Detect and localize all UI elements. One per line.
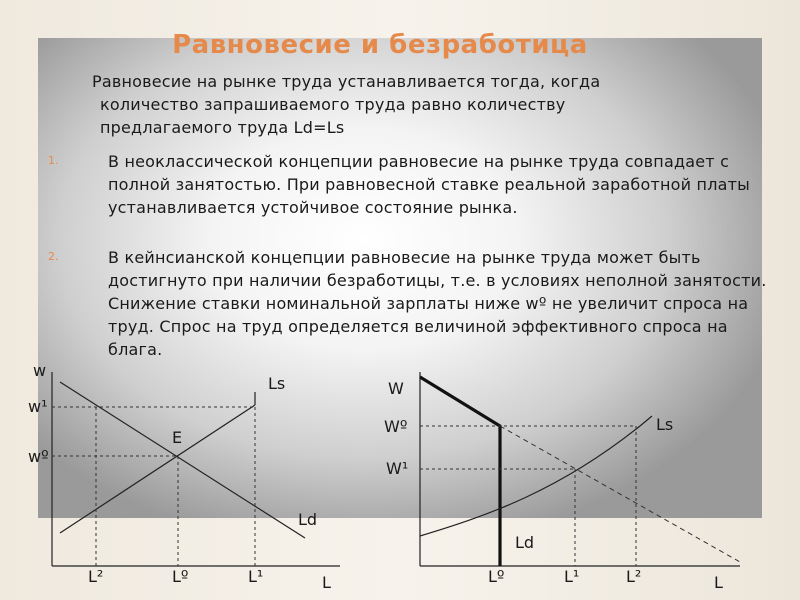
intro-line-3: предлагаемого труда Ld=Ls (100, 118, 345, 137)
left-L2-label: L² (88, 567, 104, 586)
slide-title: Равновесие и безработица (172, 30, 588, 60)
right-demand-label: Ld (515, 533, 535, 552)
list-item-neoclassical: В неоклассической концепции равновесие на рынке труда совпадает с полной занятостью. При равновесной ставке реальной заработной платы устанавливается устойчивое состояние рынка. (108, 152, 750, 217)
right-L2-label: L² (626, 567, 642, 586)
left-y-axis-label: w (33, 361, 47, 380)
right-W0-label: Wº (384, 417, 408, 436)
list-number-1: 1. (48, 154, 59, 167)
list-item-keynesian: В кейнсианской концепции равновесие на рынке труда может быть достигнуто при наличии безработицы, т.е. в условиях неполной занятости. Снижение ставки номинальной зарплаты ниже wº не увеличит спроса на труд. Спрос на труд определяется величиной эффективного спроса на блага. (108, 248, 767, 359)
right-W1-label: W¹ (386, 459, 409, 478)
left-w0-label: wº (28, 447, 49, 466)
left-demand-label: Ld (298, 510, 318, 529)
left-x-axis-label: L (322, 573, 331, 592)
right-x-axis-label: L (714, 573, 723, 592)
right-supply-curve (420, 416, 652, 536)
right-supply-label: Ls (656, 415, 674, 434)
left-w1-label: w¹ (28, 397, 48, 416)
intro-line-2: количество запрашиваемого труда равно количеству (100, 95, 566, 114)
left-supply-label: Ls (268, 374, 286, 393)
right-demand-kinked-curve (420, 377, 500, 566)
list-number-2: 2. (48, 250, 59, 263)
right-y-axis-label: W (388, 379, 404, 398)
left-L0-label: Lº (172, 567, 189, 586)
right-demand-dashed (500, 426, 740, 562)
left-equilibrium-label: E (172, 428, 183, 447)
right-L1-label: L¹ (564, 567, 580, 586)
intro-line-1: Равновесие на рынке труда устанавливается тогда, когда (92, 72, 601, 91)
right-L0-label: Lº (488, 567, 505, 586)
left-L1-label: L¹ (248, 567, 264, 586)
